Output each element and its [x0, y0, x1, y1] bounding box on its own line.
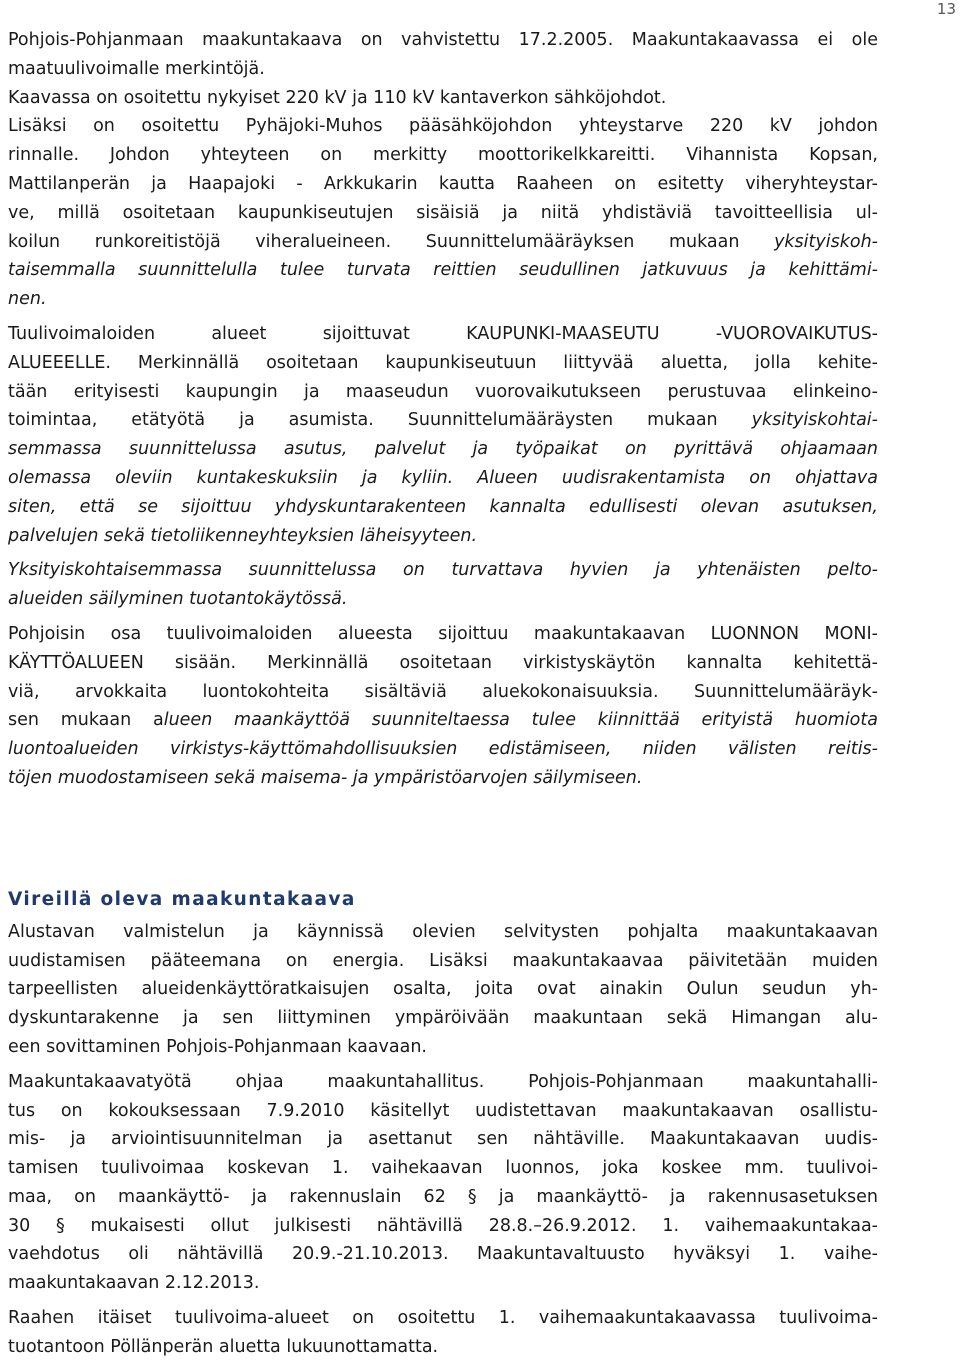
paragraph-luonnon-monikayttoalue: [8, 620, 878, 793]
text-line: tarpeellisten alueidenkäyttöratkaisujen osalta, joita ovat ainakin Oulun seudun yh-: [8, 979, 878, 1000]
text-line: Raahen itäiset tuulivoima-alueet on osoitettu 1. vaihemaakuntakaavassa tuulivoima-: [8, 1308, 878, 1329]
text-line: alueiden säilyminen tuotantokäytössä.: [8, 589, 348, 610]
text-line: Alustavan valmistelun ja käynnissä olevien selvitysten pohjalta maakuntakaavan: [8, 921, 878, 942]
text-line: maatuulivoimalle merkintöjä.: [8, 58, 265, 79]
text-line: rinnalle. Johdon yhteyteen on merkitty moottorikelkkareitti. Vihannista Kopsan,: [8, 145, 878, 166]
text-line: nen.: [8, 289, 47, 310]
text-line: Pohjoisin osa tuulivoimaloiden alueesta sijoittuu maakuntakaavan LUONNON MONI-: [8, 623, 878, 644]
text-line: tään erityisesti kaupungin ja maaseudun vuorovaikutukseen perustuvaa elinkeino-: [8, 381, 878, 402]
paragraph-raahe: [8, 1304, 878, 1362]
text-line: olemassa oleviin kuntakeskuksiin ja kyliin. Alueen uudisrakentamista on ohjattava: [8, 467, 878, 488]
text-line: toimintaa, etätyötä ja asumista. Suunnittelumääräysten mukaan yksityiskohtai-: [8, 410, 878, 431]
paragraph-kaavatyo: [8, 1068, 878, 1298]
paragraph-vuorovaikutusalue: [8, 320, 878, 550]
section-heading: Vireillä oleva maakuntakaava: [8, 888, 356, 910]
text-line: tuotantoon Pöllänperän aluetta lukuunottamatta.: [8, 1336, 439, 1357]
paragraph-peltoalueet: [8, 556, 878, 614]
text-line: ve, millä osoitetaan kaupunkiseutujen sisäisiä ja niitä yhdistäviä tavoitteellisia ul-: [8, 202, 878, 223]
text-line: maakuntakaavan 2.12.2013.: [8, 1273, 260, 1294]
text-line: 30 § mukaisesti ollut julkisesti nähtävillä 28.8.–26.9.2012. 1. vaihemaakuntakaa-: [8, 1215, 878, 1236]
text-line: koilun runkoreitistöjä viheralueineen. Suunnittelumääräyksen mukaan yksityiskoh-: [8, 231, 878, 252]
text-line: uudistamisen pääteemana on energia. Lisäksi maakuntakaavaa päivitetään muiden: [8, 950, 878, 971]
text-line: ALUEEELLE. Merkinnällä osoitetaan kaupunkiseutuun liittyvää aluetta, jolla kehite-: [8, 352, 878, 373]
text-line: tus on kokouksessaan 7.9.2010 käsitellyt uudistettavan maakuntakaavan osallistu-: [8, 1100, 878, 1121]
document-body: [8, 26, 878, 1362]
text-line: tamisen tuulivoimaa koskevan 1. vaihekaavan luonnos, joka koskee mm. tuulivoi-: [8, 1158, 878, 1179]
text-line: KÄYTTÖALUEEN sisään. Merkinnällä osoitetaan virkistyskäytön kannalta kehitettä-: [8, 652, 878, 673]
paragraph-valmistelu: [8, 918, 878, 1062]
text-line: taisemmalla suunnittelulla tulee turvata reittien seudullinen jatkuvuus ja kehittämi-: [8, 260, 878, 281]
text-line: Mattilanperän ja Haapajoki - Arkkukarin kautta Raaheen on esitetty viheryhteystar-: [8, 173, 878, 194]
text-line: Yksityiskohtaisemmassa suunnittelussa on turvattava hyvien ja yhtenäisten pelto-: [8, 560, 878, 581]
text-line: viä, arvokkaita luontokohteita sisältäviä aluekokonaisuuksia. Suunnittelumääräyk-: [8, 681, 878, 702]
text-line: Maakuntakaavatyötä ohjaa maakuntahallitus. Pohjois-Pohjanmaan maakuntahalli-: [8, 1071, 878, 1092]
page-number: 13: [936, 0, 956, 18]
text-line: töjen muodostamiseen sekä maisema- ja ympäristöarvojen säilymiseen.: [8, 767, 643, 788]
text-line: Kaavassa on osoitettu nykyiset 220 kV ja 110 kV kantaverkon sähköjohdot.: [8, 87, 667, 108]
text-line: siten, että se sijoittuu yhdyskuntarakenteen kannalta edullisesti olevan asutuksen,: [8, 496, 878, 517]
text-line: dyskuntarakenne ja sen liittyminen ympäröivään maakuntaan sekä Himangan alu-: [8, 1008, 878, 1029]
text-line: een sovittaminen Pohjois-Pohjanmaan kaavaan.: [8, 1036, 427, 1057]
text-line: luontoalueiden virkistys-käyttömahdollisuuksien edistämiseen, niiden välisten reitis-: [8, 739, 878, 760]
text-line: semmassa suunnittelussa asutus, palvelut ja työpaikat on pyrittävä ohjaamaan: [8, 439, 878, 460]
text-line: sen mukaan alueen maankäyttöä suunniteltaessa tulee kiinnittää erityistä huomiota: [8, 710, 878, 731]
text-line: Pohjois-Pohjanmaan maakuntakaava on vahvistettu 17.2.2005. Maakuntakaavassa ei ole: [8, 30, 878, 50]
text-line: Lisäksi on osoitettu Pyhäjoki-Muhos pääsähköjohdon yhteystarve 220 kV johdon: [8, 116, 878, 137]
text-line: vaehdotus oli nähtävillä 20.9.-21.10.2013. Maakuntavaltuusto hyväksyi 1. vaihe-: [8, 1244, 878, 1265]
text-line: maa, on maankäyttö- ja rakennuslain 62 § ja maankäyttö- ja rakennusasetuksen: [8, 1186, 878, 1207]
text-line: palvelujen sekä tietoliikenneyhteyksien läheisyyteen.: [8, 525, 478, 546]
text-line: Tuulivoimaloiden alueet sijoittuvat KAUPUNKI-MAASEUTU -VUOROVAIKUTUS-: [8, 323, 878, 344]
text-line: mis- ja arviointisuunnitelman ja asettanut sen nähtäville. Maakuntakaavan uudis-: [8, 1129, 878, 1150]
paragraph-maakuntakaava-status: [8, 26, 878, 314]
